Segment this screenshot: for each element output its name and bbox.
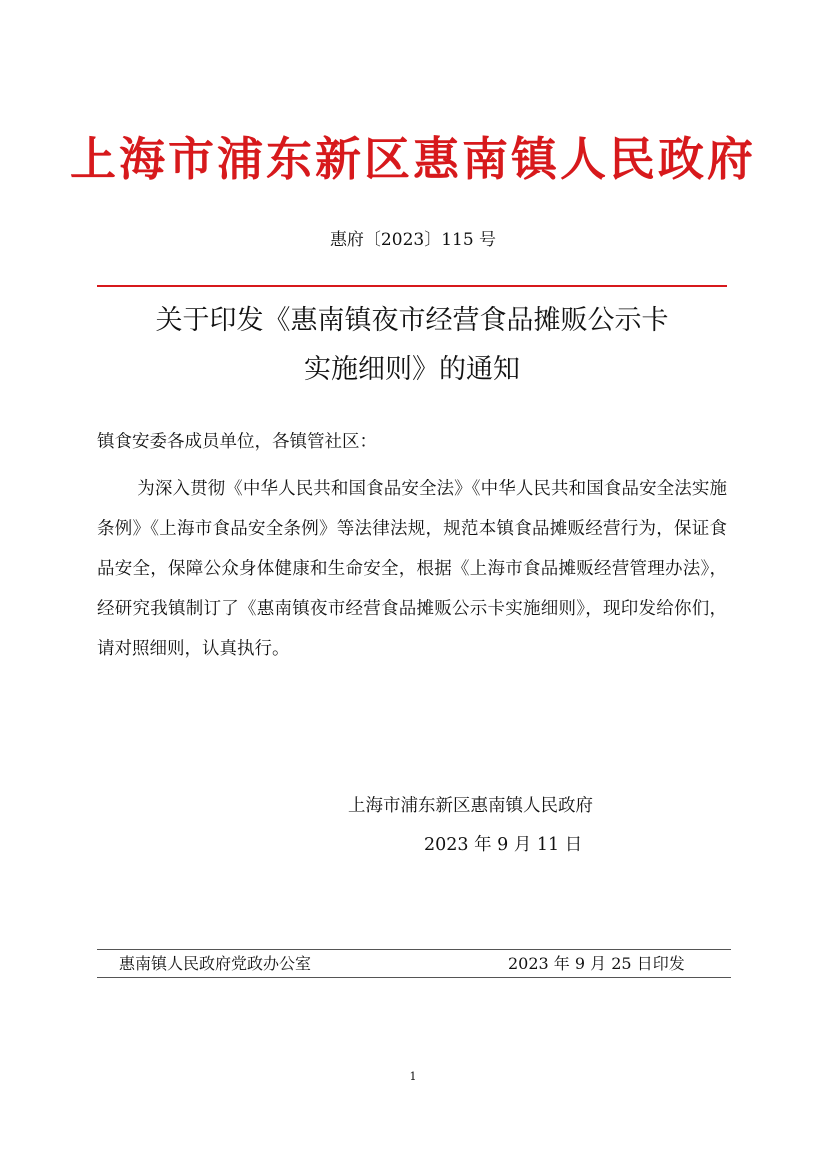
org-title: 上海市浦东新区惠南镇人民政府 [70,132,756,186]
body-paragraph: 为深入贯彻《中华人民共和国食品安全法》《中华人民共和国食品安全法实施条例》《上海市食品安全条例》等法律法规，规范本镇食品摊贩经营行为，保证食品安全，保障公众身体健康和生命安全，根据《上海市食品摊贩经营管理办法》，经研究我镇制订了《惠南镇夜市经营食品摊贩公示卡实施细则》，现印发给你们，请对照细则，认真执行。 [97,479,727,659]
notice-title-line-2: 实施细则》的通知 [304,354,520,385]
document-number: 惠府〔2023〕115 号 [329,230,497,250]
notice-title-line-1: 关于印发《惠南镇夜市经营食品摊贩公示卡 [155,305,669,336]
red-divider [97,285,727,287]
issue-date: 2023 年 9 月 11 日 [424,835,583,855]
footer-divider-bottom [97,977,731,978]
issuer-signature: 上海市浦东新区惠南镇人民政府 [348,796,593,816]
page-number: 1 [409,1070,417,1083]
footer-print-date: 2023 年 9 月 25 日印发 [508,954,685,973]
footer-office: 惠南镇人民政府党政办公室 [119,954,312,973]
salutation: 镇食安委各成员单位，各镇管社区： [97,432,377,452]
footer-divider-top [97,949,731,950]
